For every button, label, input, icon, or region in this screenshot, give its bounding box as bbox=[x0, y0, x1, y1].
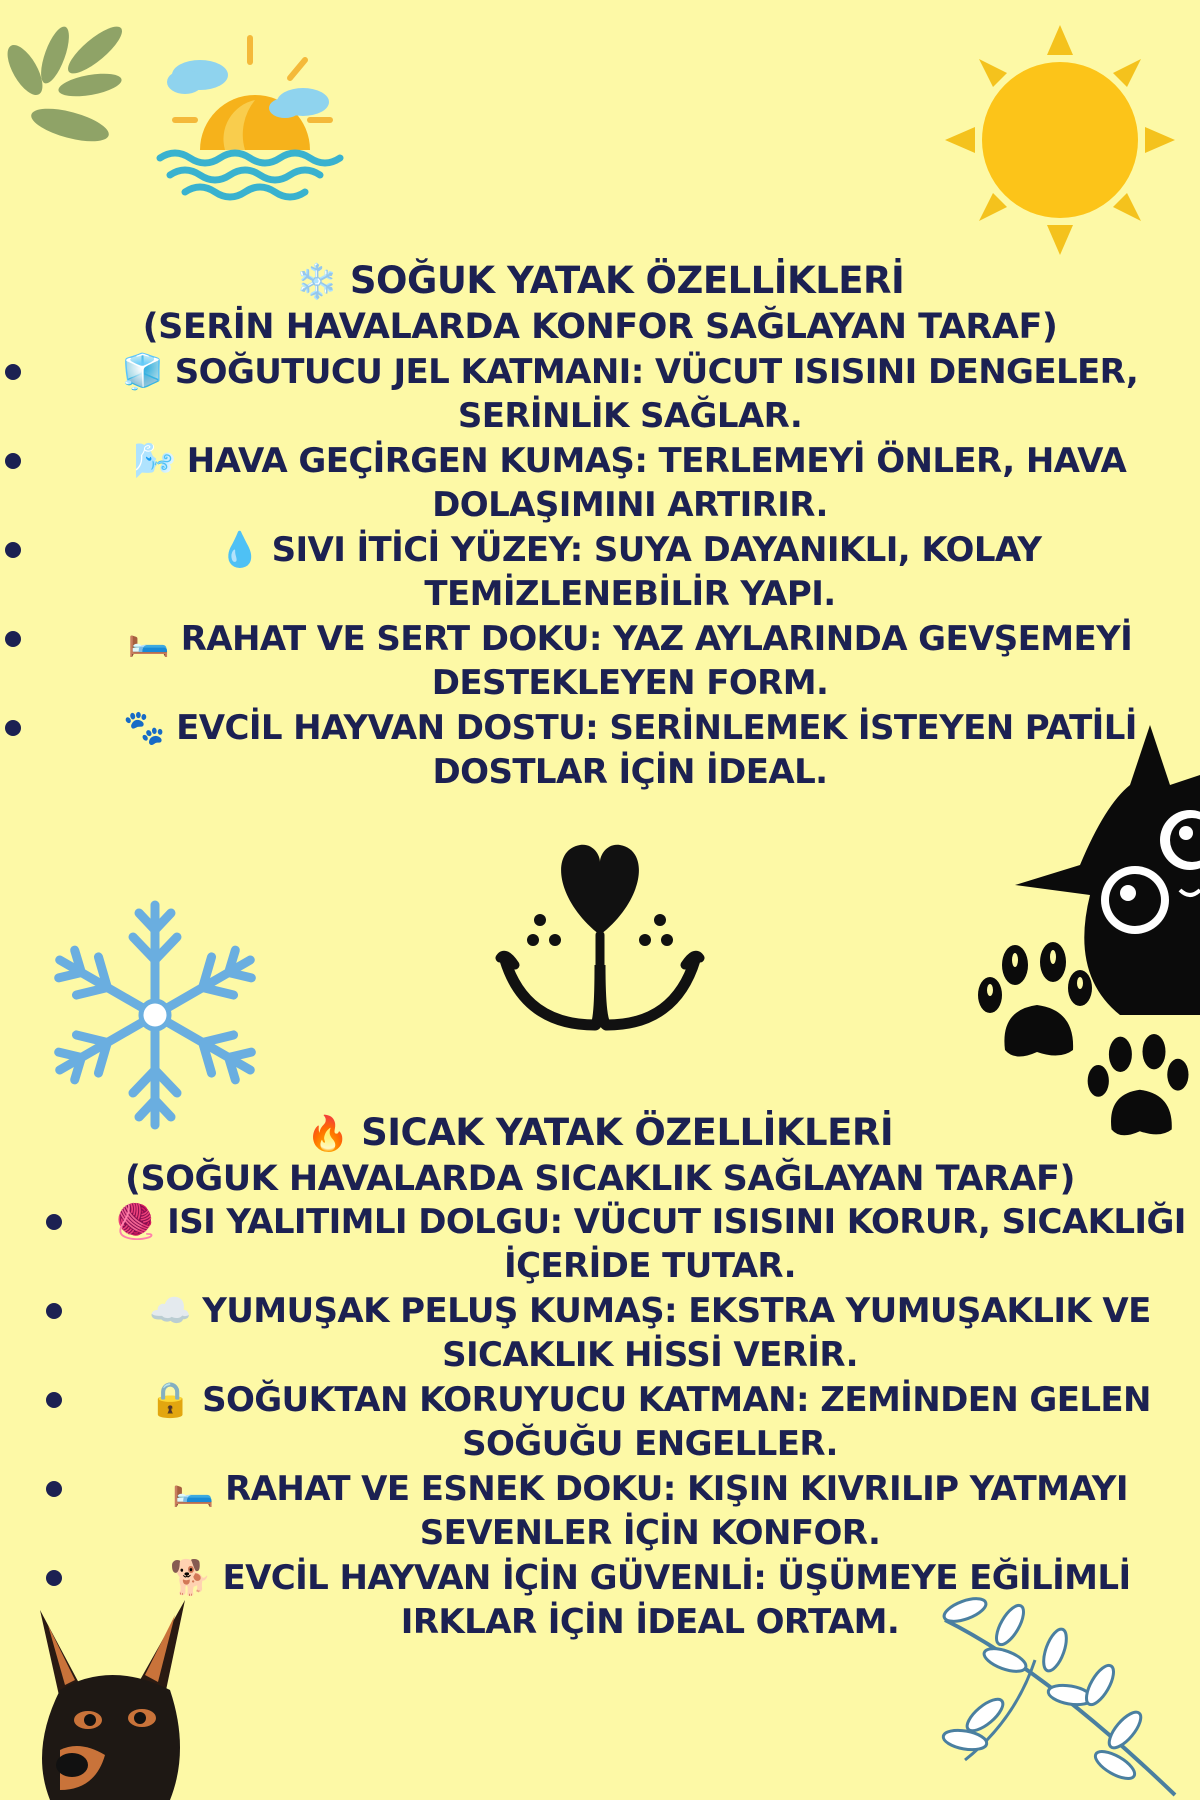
warm-feature-item bbox=[40, 1289, 1200, 1377]
feature-text: SOĞUTUCU JEL KATMANI: VÜCUT ISISINI DENGELER, SERİNLİK SAĞLAR. bbox=[174, 352, 1139, 436]
pinscher-dog-icon bbox=[20, 1590, 200, 1800]
feature-text: EVCİL HAYVAN DOSTU: SERİNLEMEK İSTEYEN PATİLİ DOSTLAR İÇİN İDEAL. bbox=[176, 708, 1137, 792]
warm-feature-item bbox=[40, 1378, 1200, 1466]
feature-text: RAHAT VE SERT DOKU: YAZ AYLARINDA GEVŞEMEYİ DESTEKLEYEN FORM. bbox=[180, 619, 1133, 703]
cold-feature-item bbox=[0, 439, 1200, 527]
bullet-dot bbox=[46, 1570, 62, 1586]
feature-text: YUMUŞAK PELUŞ KUMAŞ: EKSTRA YUMUŞAKLIK VE SICAKLIK HİSSİ VERİR. bbox=[202, 1291, 1151, 1375]
feature-emoji-icon: 💧 bbox=[218, 530, 261, 570]
warm-title-text: SICAK YATAK ÖZELLİKLERİ bbox=[361, 1111, 894, 1154]
dog-face-icon bbox=[495, 840, 705, 1040]
bullet-dot bbox=[5, 453, 21, 469]
warm-title bbox=[0, 1110, 1200, 1157]
feature-text: RAHAT VE ESNEK DOKU: KIŞIN KIVRILIP YATMAYI SEVENLER İÇİN KONFOR. bbox=[225, 1469, 1128, 1553]
bullet-dot bbox=[46, 1214, 62, 1230]
fire-icon: 🔥 bbox=[306, 1114, 349, 1154]
warm-feature-item bbox=[40, 1467, 1200, 1555]
cold-feature-item bbox=[0, 528, 1200, 616]
bullet-dot bbox=[46, 1392, 62, 1408]
feature-emoji-icon: 🔒 bbox=[149, 1380, 191, 1420]
warm-feature-item bbox=[40, 1200, 1200, 1288]
cold-title-text: SOĞUK YATAK ÖZELLİKLERİ bbox=[349, 259, 905, 302]
feature-emoji-icon: 🧊 bbox=[121, 352, 164, 392]
feature-emoji-icon: 🐕 bbox=[169, 1558, 212, 1598]
feature-emoji-icon: ☁️ bbox=[149, 1291, 192, 1331]
leaf-icon bbox=[0, 10, 150, 150]
feature-emoji-icon: 🛏️ bbox=[127, 619, 170, 659]
cold-title bbox=[0, 258, 1200, 305]
feature-text: EVCİL HAYVAN İÇİN GÜVENLİ: ÜŞÜMEYE EĞİLİMLİ IRKLAR İÇİN İDEAL ORTAM. bbox=[222, 1558, 1131, 1642]
snowflake-small-icon: ❄️ bbox=[295, 262, 338, 302]
bullet-dot bbox=[5, 364, 21, 380]
feature-text: SIVI İTİCİ YÜZEY: SUYA DAYANIKLI, KOLAY TEMİZLENEBİLİR YAPI. bbox=[271, 530, 1042, 614]
sun-icon bbox=[945, 25, 1175, 255]
snowflake-icon bbox=[20, 895, 290, 1135]
feature-emoji-icon: 🛏️ bbox=[172, 1469, 214, 1509]
feature-emoji-icon: 🌬️ bbox=[133, 441, 176, 481]
sunset-icon bbox=[155, 30, 355, 210]
feature-emoji-icon: 🐾 bbox=[123, 708, 165, 748]
bullet-dot bbox=[5, 631, 21, 647]
cold-subtitle: (SERİN HAVALARDA KONFOR SAĞLAYAN TARAF) bbox=[142, 307, 1058, 347]
feature-emoji-icon: 🧶 bbox=[114, 1202, 156, 1242]
bullet-dot bbox=[5, 542, 21, 558]
feature-text: SOĞUKTAN KORUYUCU KATMAN: ZEMİNDEN GELEN SOĞUĞU ENGELLER. bbox=[202, 1380, 1151, 1464]
bullet-dot bbox=[46, 1481, 62, 1497]
feature-text: HAVA GEÇİRGEN KUMAŞ: TERLEMEYİ ÖNLER, HAVA DOLAŞIMINI ARTIRIR. bbox=[186, 441, 1127, 525]
cold-feature-item bbox=[0, 617, 1200, 705]
bullet-dot bbox=[5, 720, 21, 736]
bullet-dot bbox=[46, 1303, 62, 1319]
warm-feature-list bbox=[40, 1200, 1200, 1645]
white-branch-icon bbox=[925, 1590, 1200, 1800]
warm-subtitle: (SOĞUK HAVALARDA SICAKLIK SAĞLAYAN TARAF) bbox=[125, 1159, 1075, 1199]
feature-text: ISI YALITIMLI DOLGU: VÜCUT ISISINI KORUR, SICAKLIĞI İÇERİDE TUTAR. bbox=[167, 1202, 1186, 1286]
cold-feature-item bbox=[0, 350, 1200, 438]
